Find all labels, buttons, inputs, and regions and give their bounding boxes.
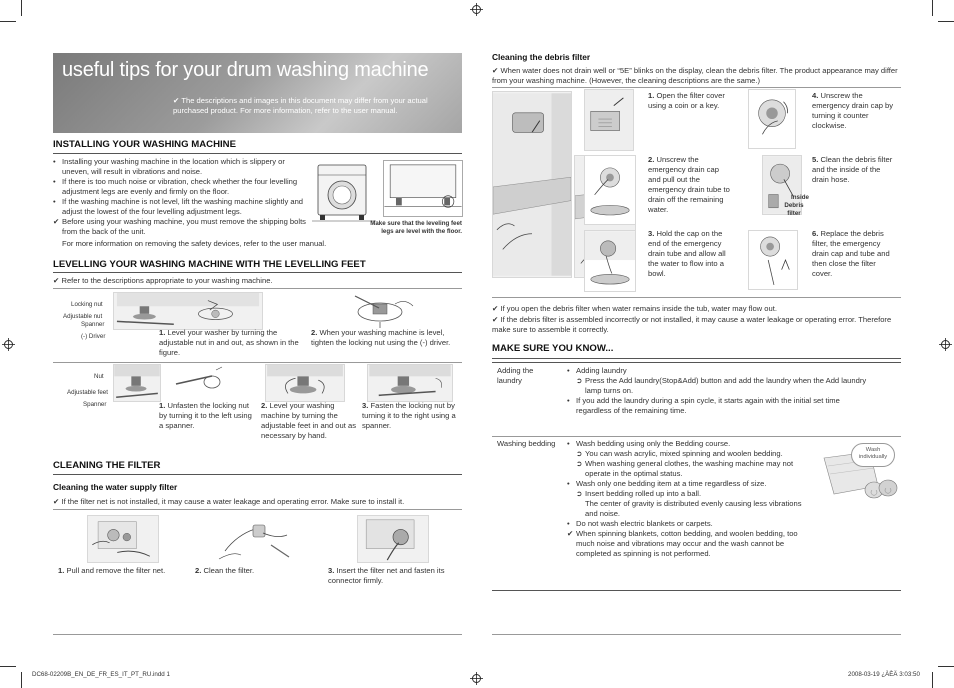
debris-step-5: 5. Clean the debris filter and the inside of the drain hose. bbox=[812, 155, 893, 185]
debris-step-2: 2. Unscrew the emergency drain cap and pull out the emergency drain tube to drain off the remaining water. bbox=[648, 155, 730, 215]
list-item: ✔ When spinning blankets, cotton bedding, and woolen bedding, too much noise and vibrations may occur and the wash cannot be completed as spinning is not performed. bbox=[567, 529, 798, 559]
list-item: • If there is too much noise or vibration, check whether the four levelling adjustment legs are evenly and firmly on the floor. bbox=[53, 177, 298, 197]
list-item: • Wash only one bedding item at a time regardless of size. bbox=[567, 479, 767, 489]
installing-more-info: For more information on removing the safety devices, refer to the user manual. bbox=[62, 239, 327, 248]
label-driver: (-) Driver bbox=[81, 333, 106, 340]
list-item: The center of gravity is distributed evenly causing less vibrations and noise. bbox=[585, 499, 802, 519]
debris-filter-heading: Cleaning the debris filter bbox=[492, 52, 591, 62]
cleaning-heading: CLEANING THE FILTER bbox=[53, 460, 161, 471]
banner-note: ✔ The descriptions and images in this document may differ from your actual purchased product. For more information, refer to the user manual. bbox=[173, 96, 428, 116]
levelling-a-illustration bbox=[113, 292, 263, 330]
debris-step-4: 4. Unscrew the emergency drain cap by turning it counter clockwise. bbox=[812, 91, 894, 131]
page-title: useful tips for your drum washing machine bbox=[62, 59, 429, 81]
levelling-note: ✔ Refer to the descriptions appropriate to your washing machine. bbox=[53, 276, 273, 285]
supply-filter-illustration-2 bbox=[213, 515, 296, 563]
row-washing-bedding-label: Washing bedding bbox=[497, 439, 556, 448]
list-item: • Installing your washing machine in the location which is slippery or uneven, will result in vibrations and noise. bbox=[53, 157, 285, 177]
debris-step-3-illustration bbox=[584, 230, 636, 292]
washer-illustration bbox=[310, 159, 378, 224]
levelling-step-b2: 2. Level your washing machine by turning the adjustable feet in and out as necessary by hand. bbox=[261, 401, 356, 441]
row-washing-bedding-list bbox=[567, 439, 815, 559]
installing-list bbox=[53, 157, 308, 237]
registration-mark-icon bbox=[939, 338, 952, 351]
list-item: • If the washing machine is not level, lift the washing machine slightly and adjust the lowest of the four levelling adjustment legs. bbox=[53, 197, 304, 217]
levelling-heading: LEVELLING YOUR WASHING MACHINE WITH THE LEVELLING FEET bbox=[53, 259, 366, 270]
row-adding-laundry-list bbox=[567, 366, 877, 416]
debris-step-2-illustration bbox=[584, 155, 636, 225]
debris-step-3: 3. Hold the cap on the end of the emergency drain tube and allow all the water to flow into a bowl. bbox=[648, 229, 726, 279]
levelling-step-b1: 1. Unfasten the locking nut by turning it to the left using a spanner. bbox=[159, 401, 252, 431]
label-spanner-b: Spanner bbox=[83, 401, 107, 408]
leveling-feet-illustration bbox=[383, 160, 463, 217]
wash-individually-label: Wash individually bbox=[858, 447, 888, 461]
levelling-step-b3: 3. Fasten the locking nut by turning it to the right using a spanner. bbox=[362, 401, 456, 431]
levelling-b-illustration-1 bbox=[113, 364, 161, 402]
levelling-b-illustration-4 bbox=[367, 364, 453, 402]
supply-filter-note: ✔ If the filter net is not installed, it may cause a water leakage and operating error. Make sure to install it. bbox=[53, 497, 405, 506]
registration-mark-icon bbox=[470, 672, 483, 685]
debris-after-note-1: ✔ If you open the debris filter when water remains inside the tub, water may flow out. bbox=[492, 304, 777, 313]
list-item: ➲ You can wash acrylic, mixed spinning and woolen bedding. bbox=[576, 449, 783, 459]
footer-file-name: DC68-02209B_EN_DE_FR_ES_IT_PT_RU.indd 1 bbox=[32, 671, 170, 678]
supply-filter-heading: Cleaning the water supply filter bbox=[53, 482, 178, 492]
list-item: ➲ Press the Add laundry(Stop&Add) button and add the laundry when the Add laundry lamp turns on. bbox=[576, 376, 867, 396]
list-item: • Adding laundry bbox=[567, 366, 627, 375]
title-banner bbox=[53, 53, 462, 133]
label-locking-nut: Locking nut bbox=[71, 301, 103, 308]
make-sure-heading: MAKE SURE YOU KNOW... bbox=[492, 343, 614, 354]
list-item: • Do not wash electric blankets or carpets. bbox=[567, 519, 713, 529]
levelling-a2-illustration bbox=[335, 290, 425, 330]
list-item: • If you add the laundry during a spin cycle, it starts again with the initial set time regardless of the remaining time. bbox=[567, 396, 840, 416]
debris-filter-label: Debris filter bbox=[784, 202, 804, 217]
inside-label: Inside bbox=[791, 194, 809, 201]
supply-step-1: 1. Pull and remove the filter net. bbox=[58, 566, 166, 575]
row-adding-laundry-label: Adding the laundry bbox=[497, 366, 534, 386]
supply-filter-illustration-3 bbox=[357, 515, 429, 563]
list-item: ✔ Before using your washing machine, you must remove the shipping bolts from the back of the unit. bbox=[53, 217, 306, 237]
debris-step-6-illustration bbox=[748, 230, 798, 290]
list-item: ➲ Insert bedding rolled up into a ball. bbox=[576, 489, 702, 499]
debris-step-4-illustration bbox=[748, 89, 796, 149]
supply-step-2: 2. Clean the filter. bbox=[195, 566, 255, 575]
debris-after-note-2: ✔ If the debris filter is assembled incorrectly or not installed, it may cause a water leakage or operating error. Therefore make sure to assemble it correctly. bbox=[492, 315, 892, 335]
installing-heading: INSTALLING YOUR WASHING MACHINE bbox=[53, 139, 236, 150]
label-adjustable-nut: Adjustable nut bbox=[63, 313, 103, 320]
supply-step-3: 3. Insert the filter net and fasten its connector firmly. bbox=[328, 566, 445, 586]
list-item: • Wash bedding using only the Bedding course. bbox=[567, 439, 731, 448]
debris-step-6: 6. Replace the debris filter, the emergency drain cap and tube and then close the filter cover. bbox=[812, 229, 890, 279]
levelling-step-a1: 1. Level your washer by turning the adjustable nut in and out, as shown in the figure. bbox=[159, 328, 299, 358]
supply-filter-illustration-1 bbox=[87, 515, 159, 563]
debris-step-1-illustration bbox=[584, 89, 634, 151]
label-nut: Nut bbox=[94, 373, 104, 380]
label-spanner: Spanner bbox=[81, 321, 105, 328]
levelling-b-illustration-3 bbox=[265, 364, 345, 402]
list-item: ➲ When washing general clothes, the washing machine may not operate in the optimal status. bbox=[576, 459, 794, 479]
debris-machine-illustration bbox=[492, 91, 572, 278]
debris-step-1: 1. Open the filter cover using a coin or a key. bbox=[648, 91, 725, 111]
levelling-step-a2: 2. When your washing machine is level, tighten the locking nut using the (-) driver. bbox=[311, 328, 451, 348]
debris-filter-note: ✔ When water does not drain well or “5E” blinks on the display, clean the debris filter. The product appearance may differ from your washing machine. (However, the cleaning descriptions are the same.) bbox=[492, 66, 898, 86]
footer-timestamp: 2008-03-19 ¿ÀÈÄ 3:03:50 bbox=[848, 671, 920, 678]
levelling-b-illustration-2 bbox=[172, 364, 227, 402]
registration-mark-icon bbox=[2, 338, 15, 351]
registration-mark-icon bbox=[470, 3, 483, 16]
leveling-caption: Make sure that the leveling feet legs are level with the floor. bbox=[370, 220, 462, 236]
label-adjustable-feet: Adjustable feet bbox=[67, 389, 108, 396]
